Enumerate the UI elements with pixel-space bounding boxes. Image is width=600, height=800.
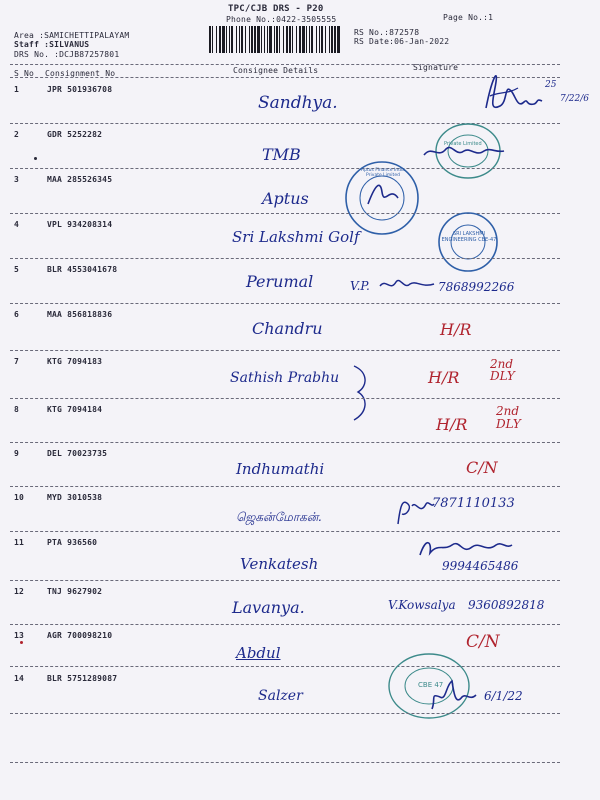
row-sno: 4 bbox=[14, 220, 20, 229]
rs-number: RS No.:872578 bbox=[354, 28, 420, 37]
row-divider bbox=[10, 580, 560, 581]
row-sno: 3 bbox=[14, 175, 20, 184]
row-divider bbox=[10, 624, 560, 625]
handwritten-signature bbox=[416, 535, 516, 561]
signature-note: V.P. bbox=[350, 279, 370, 293]
barcode-bar bbox=[296, 26, 297, 53]
barcode-bar bbox=[257, 26, 260, 53]
column-consignee: Consignee Details bbox=[233, 66, 319, 75]
barcode-bar bbox=[261, 26, 262, 53]
consignee-name: Aptus bbox=[262, 189, 309, 208]
signature-date: 7/22/6 bbox=[560, 94, 589, 104]
barcode-bar bbox=[274, 26, 275, 53]
barcode-bar bbox=[306, 26, 307, 53]
row-sno: 6 bbox=[14, 310, 20, 319]
ink-dot bbox=[34, 157, 37, 160]
phone-number-note: 9360892818 bbox=[468, 598, 545, 612]
handwritten-signature bbox=[478, 68, 568, 123]
barcode-bar bbox=[219, 26, 221, 53]
row-consignment: BLR 4553041678 bbox=[47, 265, 118, 274]
barcode-bar bbox=[229, 26, 230, 53]
consignee-name: Indhumathi bbox=[236, 460, 325, 478]
row-consignment: BLR 5751289087 bbox=[47, 674, 118, 683]
row-divider bbox=[10, 531, 560, 532]
stamp-text: SRI LAKSHMI ENGINEERING CBE-47 bbox=[441, 231, 497, 243]
table-row bbox=[0, 671, 600, 714]
area-label: Area :SAMICHETTIPALAYAM bbox=[14, 31, 130, 40]
barcode-bar bbox=[249, 26, 250, 53]
consignee-name: Sandhya. bbox=[258, 93, 338, 113]
consignee-name: Lavanya. bbox=[232, 598, 305, 617]
barcode bbox=[209, 26, 341, 53]
column-consignment: Consignment No bbox=[45, 69, 116, 78]
barcode-bar bbox=[245, 26, 246, 53]
barcode-bar bbox=[276, 26, 278, 53]
table-row bbox=[0, 354, 600, 397]
row-sno: 5 bbox=[14, 265, 20, 274]
barcode-bar bbox=[251, 26, 253, 53]
row-consignment: GDR 5252282 bbox=[47, 130, 103, 139]
row-consignment: KTG 7094183 bbox=[47, 357, 103, 366]
consignee-name: Perumal bbox=[246, 272, 314, 291]
row-sno: 9 bbox=[14, 449, 20, 458]
row-consignment: PTA 936560 bbox=[47, 538, 98, 547]
column-signature: Signature bbox=[413, 63, 459, 72]
handwritten-signature bbox=[378, 274, 438, 296]
barcode-bar bbox=[302, 26, 305, 53]
barcode-bar bbox=[279, 26, 280, 53]
barcode-bar bbox=[231, 26, 233, 53]
barcode-bar bbox=[254, 26, 256, 53]
remark-red-note: 2nd DLY bbox=[496, 404, 521, 431]
consignee-name: Abdul bbox=[236, 644, 281, 662]
row-sno: 8 bbox=[14, 405, 20, 414]
barcode-bar bbox=[222, 26, 225, 53]
barcode-bar bbox=[283, 26, 284, 53]
row-consignment: DEL 70023735 bbox=[47, 449, 108, 458]
row-consignment: TNJ 9627902 bbox=[47, 587, 103, 596]
barcode-bar bbox=[264, 26, 265, 53]
staff-label: Staff :SILVANUS bbox=[14, 40, 90, 49]
barcode-bar bbox=[286, 26, 288, 53]
row-divider bbox=[10, 258, 560, 259]
consignee-name: Chandru bbox=[252, 319, 323, 338]
barcode-bar bbox=[319, 26, 320, 53]
table-row bbox=[0, 168, 600, 215]
phone-number: Phone No.:0422-3505555 bbox=[226, 15, 337, 24]
rs-date: RS Date:06-Jan-2022 bbox=[354, 37, 450, 46]
table-row bbox=[0, 127, 600, 170]
consignee-name: ஜெகன்மோகன். bbox=[236, 510, 323, 524]
barcode-bar bbox=[334, 26, 336, 53]
row-sno: 10 bbox=[14, 493, 25, 502]
handwritten-signature bbox=[426, 675, 486, 715]
barcode-bar bbox=[309, 26, 310, 53]
table-row bbox=[0, 490, 600, 533]
barcode-bar bbox=[209, 26, 211, 53]
row-sno: 7 bbox=[14, 357, 20, 366]
barcode-bar bbox=[337, 26, 340, 53]
barcode-bar bbox=[212, 26, 213, 53]
barcode-bar bbox=[321, 26, 323, 53]
row-divider bbox=[10, 350, 560, 351]
row-consignment: VPL 934208314 bbox=[47, 220, 113, 229]
row-sno: 2 bbox=[14, 130, 20, 139]
header-divider-top bbox=[10, 64, 560, 65]
barcode-bar bbox=[241, 26, 243, 53]
barcode-bar bbox=[329, 26, 330, 53]
barcode-bar bbox=[236, 26, 237, 53]
barcode-bar bbox=[267, 26, 268, 53]
footer-divider bbox=[10, 762, 560, 763]
barcode-bar bbox=[216, 26, 217, 53]
row-sno: 12 bbox=[14, 587, 25, 596]
page-number: Page No.:1 bbox=[443, 13, 494, 22]
signature-date: 6/1/22 bbox=[484, 689, 523, 703]
row-divider bbox=[10, 168, 560, 169]
row-sno: 11 bbox=[14, 538, 25, 547]
column-sno: S No bbox=[14, 69, 35, 78]
receiver-name: V.Kowsalya bbox=[388, 598, 456, 612]
barcode-bar bbox=[316, 26, 317, 53]
row-divider bbox=[10, 713, 560, 714]
table-row bbox=[0, 628, 600, 671]
consignee-name: Salzer bbox=[258, 688, 303, 704]
barcode-bar bbox=[299, 26, 301, 53]
table-row bbox=[0, 584, 600, 627]
consignee-name: Sathish Prabhu bbox=[230, 370, 340, 386]
remark-red: C/N bbox=[466, 458, 498, 477]
phone-number-note: 7868992266 bbox=[438, 280, 515, 294]
table-row bbox=[0, 82, 600, 125]
consignee-name: Sri Lakshmi Golf bbox=[232, 228, 360, 246]
phone-number-note: 9994465486 bbox=[442, 559, 519, 573]
row-divider bbox=[10, 303, 560, 304]
stamp-text: CBE 47 bbox=[418, 681, 444, 689]
phone-number-note: 7871110133 bbox=[432, 496, 515, 511]
row-sno: 1 bbox=[14, 85, 20, 94]
signature-note: 25 bbox=[545, 80, 557, 90]
barcode-bar bbox=[226, 26, 227, 53]
row-sno: 14 bbox=[14, 674, 25, 683]
row-divider bbox=[10, 666, 560, 667]
row-consignment: MAA 856818836 bbox=[47, 310, 113, 319]
remark-red: H/R bbox=[440, 320, 472, 339]
remark-red-note: 2nd DLY bbox=[490, 357, 515, 383]
drs-number: DRS No. :DCJB87257801 bbox=[14, 50, 120, 59]
row-divider bbox=[10, 486, 560, 487]
stamp-text: Aptus Finance India Private Limited bbox=[360, 168, 405, 178]
ink-dot bbox=[20, 641, 23, 644]
table-row bbox=[0, 535, 600, 578]
consignee-name: Venkatesh bbox=[240, 555, 319, 573]
row-consignment: KTG 7094184 bbox=[47, 405, 103, 414]
stamp-text: Private Limited bbox=[444, 141, 482, 147]
barcode-bar bbox=[325, 26, 326, 53]
remark-red: H/R bbox=[428, 368, 460, 387]
handwritten-signature bbox=[420, 139, 510, 165]
document-title: TPC/CJB DRS - P20 bbox=[228, 4, 324, 14]
table-row bbox=[0, 217, 600, 260]
remark-red: H/R bbox=[436, 415, 468, 434]
table-row bbox=[0, 262, 600, 305]
barcode-bar bbox=[289, 26, 291, 53]
row-divider bbox=[10, 398, 560, 399]
barcode-bar bbox=[239, 26, 240, 53]
table-row bbox=[0, 446, 600, 489]
row-consignment: JPR 501936708 bbox=[47, 85, 113, 94]
row-consignment: MAA 285526345 bbox=[47, 175, 113, 184]
row-divider bbox=[10, 442, 560, 443]
barcode-bar bbox=[269, 26, 272, 53]
table-row bbox=[0, 402, 600, 445]
consignee-name: TMB bbox=[262, 145, 301, 164]
barcode-bar bbox=[292, 26, 293, 53]
table-row bbox=[0, 307, 600, 350]
row-consignment: AGR 700098210 bbox=[47, 631, 113, 640]
row-sno: 13 bbox=[14, 631, 25, 640]
barcode-bar bbox=[331, 26, 333, 53]
row-consignment: MYD 3010538 bbox=[47, 493, 103, 502]
remark-red: C/N bbox=[466, 632, 500, 652]
barcode-bar bbox=[311, 26, 313, 53]
